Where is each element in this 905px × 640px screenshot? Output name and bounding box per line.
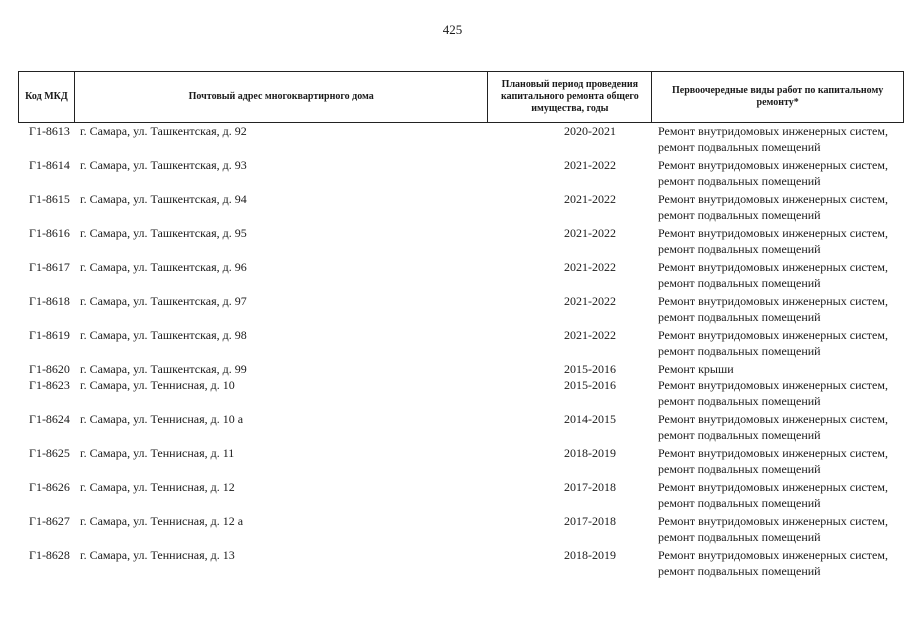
- works-line: ремонт подвальных помещений: [658, 344, 821, 358]
- cell-period: 2017-2018: [564, 480, 616, 494]
- works-line: ремонт подвальных помещений: [658, 208, 821, 222]
- cell-works: [652, 225, 904, 259]
- works-line: Ремонт внутридомовых инженерных систем,: [658, 514, 888, 528]
- header-works: Первоочередные виды работ по капитальному ремонту*: [652, 72, 904, 122]
- table-header: [18, 71, 904, 123]
- cell-code: Г1-8614: [29, 158, 70, 172]
- table-row: [18, 411, 904, 445]
- cell-address: г. Самара, ул. Ташкентская, д. 92: [80, 124, 247, 138]
- works-line: Ремонт внутридомовых инженерных систем,: [658, 480, 888, 494]
- cell-works: [652, 547, 904, 581]
- works-line: Ремонт внутридомовых инженерных систем,: [658, 192, 888, 206]
- cell-works: [652, 361, 904, 377]
- works-line: ремонт подвальных помещений: [658, 276, 821, 290]
- works-line: Ремонт внутридомовых инженерных систем,: [658, 328, 888, 342]
- cell-code: Г1-8615: [29, 192, 70, 206]
- works-line: Ремонт внутридомовых инженерных систем,: [658, 446, 888, 460]
- cell-period: 2015-2016: [564, 378, 616, 392]
- works-line: Ремонт внутридомовых инженерных систем,: [658, 378, 888, 392]
- table-body: [18, 123, 904, 581]
- works-line: Ремонт внутридомовых инженерных систем,: [658, 412, 888, 426]
- cell-works: [652, 123, 904, 157]
- cell-code: Г1-8626: [29, 480, 70, 494]
- cell-period: 2017-2018: [564, 514, 616, 528]
- table-row: [18, 327, 904, 361]
- table-row: [18, 547, 904, 581]
- cell-works: [652, 445, 904, 479]
- table-row: [18, 479, 904, 513]
- cell-period: 2015-2016: [564, 362, 616, 376]
- works-line: ремонт подвальных помещений: [658, 564, 821, 578]
- table-row: [18, 259, 904, 293]
- cell-period: 2021-2022: [564, 192, 616, 206]
- cell-works: [652, 377, 904, 411]
- cell-code: Г1-8619: [29, 328, 70, 342]
- cell-period: 2018-2019: [564, 446, 616, 460]
- cell-works: [652, 411, 904, 445]
- cell-address: г. Самара, ул. Теннисная, д. 12 а: [80, 514, 244, 528]
- cell-period: 2020-2021: [564, 124, 616, 138]
- cell-code: Г1-8616: [29, 226, 70, 240]
- works-line: ремонт подвальных помещений: [658, 174, 821, 188]
- works-line: ремонт подвальных помещений: [658, 530, 821, 544]
- works-line: ремонт подвальных помещений: [658, 462, 821, 476]
- works-line: ремонт подвальных помещений: [658, 496, 821, 510]
- table-row: [18, 225, 904, 259]
- cell-works: [652, 157, 904, 191]
- cell-address: г. Самара, ул. Теннисная, д. 13: [80, 548, 235, 562]
- cell-code: Г1-8625: [29, 446, 70, 460]
- cell-code: Г1-8627: [29, 514, 70, 528]
- cell-address: г. Самара, ул. Ташкентская, д. 99: [80, 362, 247, 376]
- cell-period: 2021-2022: [564, 328, 616, 342]
- housing-table: [18, 71, 904, 581]
- table-row: [18, 445, 904, 479]
- cell-address: г. Самара, ул. Ташкентская, д. 98: [80, 328, 247, 342]
- cell-works: [652, 191, 904, 225]
- works-line: Ремонт внутридомовых инженерных систем,: [658, 158, 888, 172]
- works-line: ремонт подвальных помещений: [658, 394, 821, 408]
- cell-address: г. Самара, ул. Ташкентская, д. 97: [80, 294, 247, 308]
- cell-code: Г1-8628: [29, 548, 70, 562]
- table-row: [18, 293, 904, 327]
- table-row: [18, 377, 904, 411]
- works-line: Ремонт внутридомовых инженерных систем,: [658, 124, 888, 138]
- cell-code: Г1-8624: [29, 412, 70, 426]
- cell-period: 2021-2022: [564, 260, 616, 274]
- cell-period: 2018-2019: [564, 548, 616, 562]
- cell-address: г. Самара, ул. Теннисная, д. 10 а: [80, 412, 244, 426]
- cell-address: г. Самара, ул. Ташкентская, д. 93: [80, 158, 247, 172]
- cell-period: 2021-2022: [564, 158, 616, 172]
- works-line: Ремонт крыши: [658, 362, 734, 376]
- cell-address: г. Самара, ул. Ташкентская, д. 96: [80, 260, 247, 274]
- cell-works: [652, 327, 904, 361]
- header-period: Плановый период проведения капитального ремонта общего имущества, годы: [488, 72, 652, 122]
- cell-works: [652, 259, 904, 293]
- works-line: Ремонт внутридомовых инженерных систем,: [658, 294, 888, 308]
- cell-address: г. Самара, ул. Ташкентская, д. 94: [80, 192, 247, 206]
- cell-code: Г1-8617: [29, 260, 70, 274]
- works-line: Ремонт внутридомовых инженерных систем,: [658, 260, 888, 274]
- cell-code: Г1-8620: [29, 362, 70, 376]
- cell-address: г. Самара, ул. Ташкентская, д. 95: [80, 226, 247, 240]
- works-line: ремонт подвальных помещений: [658, 428, 821, 442]
- works-line: ремонт подвальных помещений: [658, 310, 821, 324]
- cell-address: г. Самара, ул. Теннисная, д. 11: [80, 446, 235, 460]
- page-number: 425: [442, 22, 463, 37]
- header-address: Почтовый адрес многоквартирного дома: [75, 72, 489, 122]
- cell-works: [652, 479, 904, 513]
- table-row: [18, 157, 904, 191]
- table-row: [18, 361, 904, 377]
- table-row: [18, 191, 904, 225]
- cell-works: [652, 513, 904, 547]
- cell-period: 2021-2022: [564, 226, 616, 240]
- cell-period: 2021-2022: [564, 294, 616, 308]
- cell-code: Г1-8618: [29, 294, 70, 308]
- cell-code: Г1-8613: [29, 124, 70, 138]
- works-line: Ремонт внутридомовых инженерных систем,: [658, 226, 888, 240]
- works-line: Ремонт внутридомовых инженерных систем,: [658, 548, 888, 562]
- cell-address: г. Самара, ул. Теннисная, д. 10: [80, 378, 235, 392]
- table-row: [18, 513, 904, 547]
- cell-works: [652, 293, 904, 327]
- cell-code: Г1-8623: [29, 378, 70, 392]
- table-row: [18, 123, 904, 157]
- header-code: Код МКД: [19, 72, 75, 122]
- works-line: ремонт подвальных помещений: [658, 242, 821, 256]
- cell-address: г. Самара, ул. Теннисная, д. 12: [80, 480, 235, 494]
- works-line: ремонт подвальных помещений: [658, 140, 821, 154]
- cell-period: 2014-2015: [564, 412, 616, 426]
